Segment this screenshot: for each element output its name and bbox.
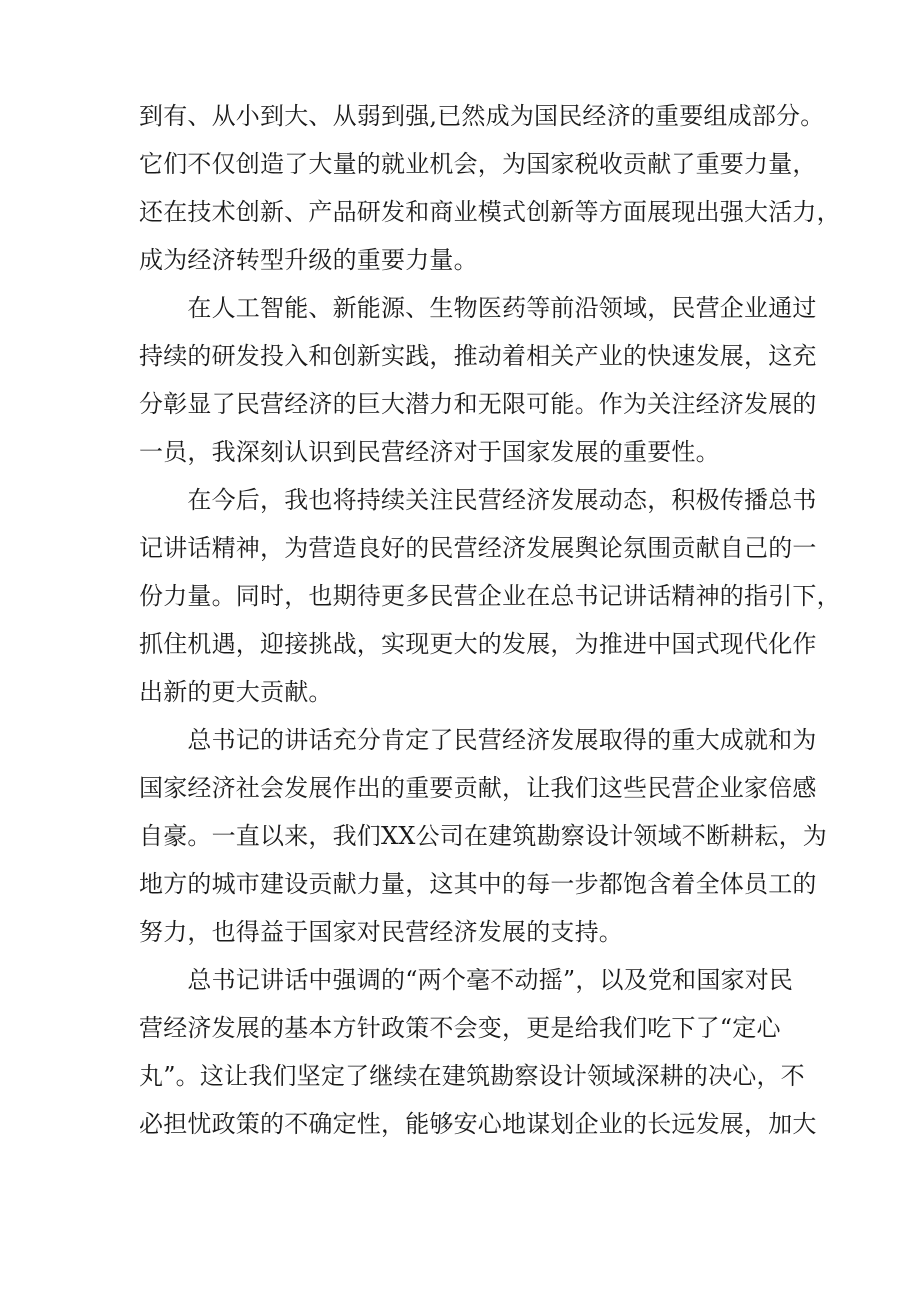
text-line: 地方的城市建设贡献力量，这其中的每一步都饱含着全体员工的	[139, 870, 817, 898]
text-line: 在人工智能、新能源、生物医药等前沿领域，民营企业通过	[139, 294, 817, 322]
text-line: 国家经济社会发展作出的重要贡献，让我们这些民营企业家倍感	[139, 774, 817, 802]
paragraph-2	[139, 284, 817, 476]
text-line: 在今后，我也将持续关注民营经济发展动态，积极传播总书	[139, 486, 817, 514]
text-line: 它们不仅创造了大量的就业机会，为国家税收贡献了重要力量，	[139, 150, 817, 178]
text-line: 记讲话精神，为营造良好的民营经济发展舆论氛围贡献自己的一	[139, 534, 817, 562]
text-line: 份力量。同时，也期待更多民营企业在总书记讲话精神的指引下，	[139, 582, 841, 610]
text-line: 出新的更大贡献。	[139, 678, 333, 706]
text-line: 必担忧政策的不确定性，能够安心地谋划企业的长远发展，加大	[139, 1110, 817, 1138]
text-line: 成为经济转型升级的重要力量。	[139, 246, 478, 274]
text-line: 丸”。这让我们坚定了继续在建筑勘察设计领域深耕的决心，不	[139, 1062, 805, 1090]
text-line: 努力，也得益于国家对民营经济发展的支持。	[139, 918, 623, 946]
text-line: 总书记的讲话充分肯定了民营经济发展取得的重大成就和为	[139, 726, 817, 754]
text-line: 总书记讲话中强调的“两个毫不动摇”，以及党和国家对民	[139, 966, 794, 994]
document-body	[139, 92, 841, 1148]
paragraph-3	[139, 476, 841, 716]
text-line: 营经济发展的基本方针政策不会变，更是给我们吃下了“定心	[139, 1014, 781, 1042]
text-line: 持续的研发投入和创新实践，推动着相关产业的快速发展，这充	[139, 342, 817, 370]
text-line: 一员，我深刻认识到民营经济对于国家发展的重要性。	[139, 438, 720, 466]
paragraph-1	[139, 92, 841, 284]
text-line: 还在技术创新、产品研发和商业模式创新等方面展现出强大活力，	[139, 198, 841, 226]
paragraph-5	[139, 956, 817, 1148]
text-line: 分彰显了民营经济的巨大潜力和无限可能。作为关注经济发展的	[139, 390, 817, 418]
text-line: 抓住机遇，迎接挑战，实现更大的发展，为推进中国式现代化作	[139, 630, 817, 658]
text-line: 到有、从小到大、从弱到强,已然成为国民经济的重要组成部分。	[139, 102, 825, 130]
text-line: 自豪。一直以来，我们XX公司在建筑勘察设计领域不断耕耘，为	[139, 822, 827, 850]
paragraph-4	[139, 716, 827, 956]
